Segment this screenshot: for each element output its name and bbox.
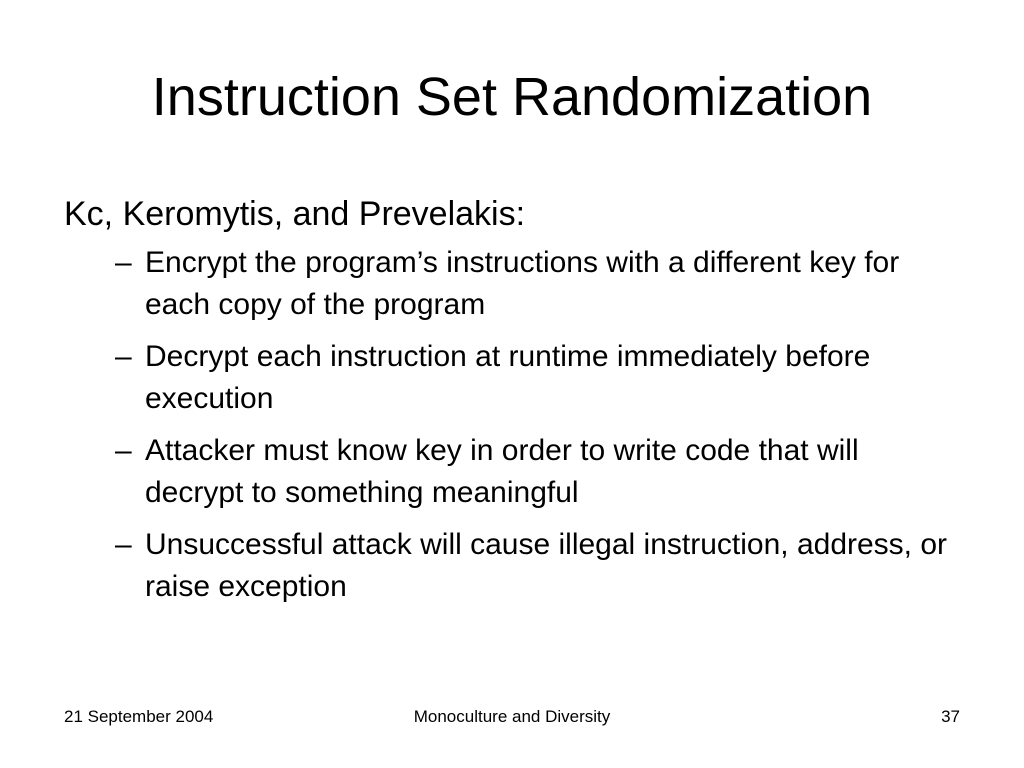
footer-page-number: 37 [941, 707, 960, 726]
dash-marker: – [115, 528, 132, 561]
dash-marker: – [115, 246, 132, 279]
dash-marker: – [115, 340, 132, 373]
footer-title: Monoculture and Diversity [413, 707, 611, 726]
bullet-text: Attacker must know key in order to write code that will decrypt to something meaningful [145, 434, 859, 509]
bullet-list [64, 242, 964, 608]
footer-date: 21 September 2004 [64, 707, 214, 726]
bullet-text: Unsuccessful attack will cause illegal instruction, address, or raise exception [145, 528, 948, 603]
bullet-text: Encrypt the program’s instructions with a different key for each copy of the program [145, 246, 900, 321]
slide-title: Instruction Set Randomization [151, 67, 873, 127]
lead-text: Kc, Keromytis, and Prevelakis: [64, 195, 526, 233]
dash-marker: – [115, 434, 132, 467]
slide-body [64, 192, 964, 618]
bullet-item [64, 524, 964, 608]
bullet-item [64, 430, 964, 514]
bullet-text: Decrypt each instruction at runtime immediately before execution [145, 340, 871, 415]
bullet-item [64, 242, 964, 326]
bullet-item [64, 336, 964, 420]
